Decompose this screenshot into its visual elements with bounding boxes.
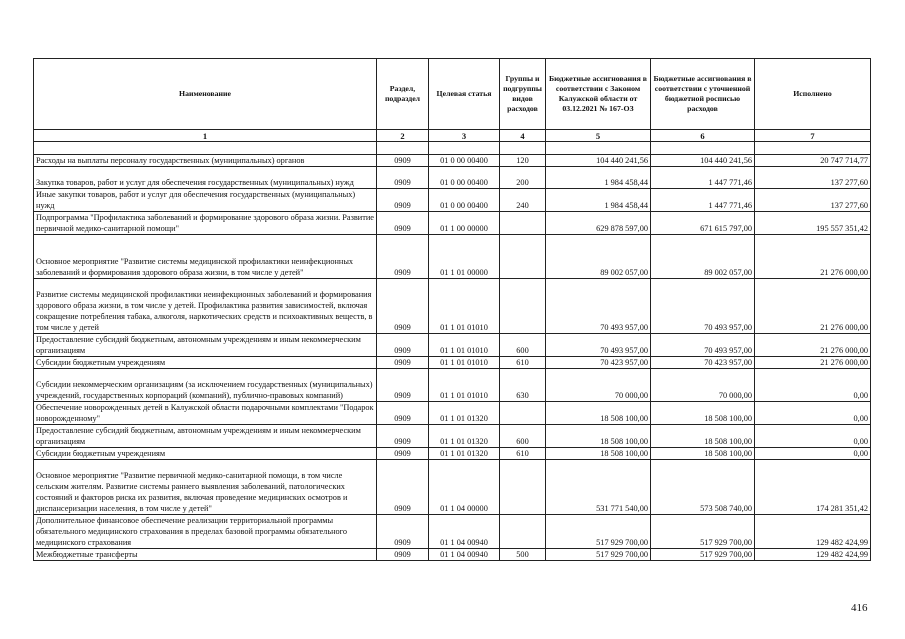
column-number: 1 [34,130,377,142]
row-name: Расходы на выплаты персоналу государственных (муниципальных) органов [34,155,377,167]
budget-table [33,58,871,561]
row-refined-allocation: 104 440 241,56 [651,155,755,167]
row-refined-allocation: 517 929 700,00 [651,515,755,549]
row-group [500,515,546,549]
row-name: Обеспечение новорожденных детей в Калужской области подарочными комплектами "Подарок новорожденному" [34,402,377,425]
row-executed: 20 747 714,77 [755,155,871,167]
row-executed: 0,00 [755,425,871,448]
row-article: 01 1 01 00000 [429,235,500,279]
row-name: Развитие системы медицинской профилактики неинфекционных заболеваний и формирования здорового образа жизни, в том числе у детей. Профилактика развития зависимостей, включая сокращение потребления табака, алкоголя, наркотических средств и психоактивных веществ, в том числе у детей [34,279,377,334]
row-law-allocation: 70 493 957,00 [546,279,651,334]
row-article: 01 0 00 00400 [429,155,500,167]
column-number: 3 [429,130,500,142]
row-article: 01 1 01 01320 [429,402,500,425]
row-article: 01 0 00 00400 [429,189,500,212]
row-refined-allocation: 517 929 700,00 [651,549,755,561]
row-section: 0909 [377,279,429,334]
row-group: 600 [500,425,546,448]
row-refined-allocation: 573 508 740,00 [651,460,755,515]
column-number-row [34,130,871,142]
row-group: 610 [500,357,546,369]
column-number: 7 [755,130,871,142]
row-law-allocation: 18 508 100,00 [546,402,651,425]
row-executed: 129 482 424,99 [755,549,871,561]
table-row [34,425,871,448]
row-article: 01 1 00 00000 [429,212,500,235]
row-name: Субсидии бюджетным учреждениям [34,357,377,369]
table-row [34,369,871,402]
row-name: Иные закупки товаров, работ и услуг для обеспечения государственных (муниципальных) нужд [34,189,377,212]
row-group [500,460,546,515]
row-executed: 137 277,60 [755,189,871,212]
table-row [34,279,871,334]
row-law-allocation: 70 493 957,00 [546,334,651,357]
row-executed: 21 276 000,00 [755,279,871,334]
table-row [34,167,871,189]
row-law-allocation: 89 002 057,00 [546,235,651,279]
row-executed: 174 281 351,42 [755,460,871,515]
row-law-allocation: 1 984 458,44 [546,167,651,189]
row-executed: 21 276 000,00 [755,334,871,357]
row-article: 01 1 01 01010 [429,334,500,357]
table-row [34,402,871,425]
row-article: 01 1 01 01320 [429,448,500,460]
row-name: Основное мероприятие "Развитие системы медицинской профилактики неинфекционных заболеваний и формирования здорового образа жизни, в том числе у детей" [34,235,377,279]
row-law-allocation: 18 508 100,00 [546,448,651,460]
row-group: 630 [500,369,546,402]
row-article: 01 0 00 00400 [429,167,500,189]
row-refined-allocation: 70 423 957,00 [651,357,755,369]
row-group [500,212,546,235]
row-name: Закупка товаров, работ и услуг для обеспечения государственных (муниципальных) нужд [34,167,377,189]
table-row [34,515,871,549]
table-row [34,460,871,515]
row-name: Предоставление субсидий бюджетным, автономным учреждениям и иным некоммерческим организациям [34,334,377,357]
row-section: 0909 [377,189,429,212]
row-refined-allocation: 18 508 100,00 [651,402,755,425]
header-row [34,59,871,130]
row-group: 500 [500,549,546,561]
row-name: Подпрограмма "Профилактика заболеваний и формирование здорового образа жизни. Развитие первичной медико-санитарной помощи" [34,212,377,235]
header-name: Наименование [34,59,377,130]
row-law-allocation: 517 929 700,00 [546,549,651,561]
row-executed: 195 557 351,42 [755,212,871,235]
row-section: 0909 [377,369,429,402]
row-group: 200 [500,167,546,189]
row-law-allocation: 1 984 458,44 [546,189,651,212]
row-group [500,402,546,425]
row-group: 120 [500,155,546,167]
row-law-allocation: 531 771 540,00 [546,460,651,515]
row-section: 0909 [377,402,429,425]
row-law-allocation: 70 000,00 [546,369,651,402]
row-law-allocation: 629 878 597,00 [546,212,651,235]
row-article: 01 1 01 01010 [429,357,500,369]
row-executed: 129 482 424,99 [755,515,871,549]
row-group: 240 [500,189,546,212]
column-number: 6 [651,130,755,142]
row-executed: 0,00 [755,369,871,402]
table-row [34,334,871,357]
header-executed: Исполнено [755,59,871,130]
row-law-allocation: 18 508 100,00 [546,425,651,448]
page-number: 416 [851,602,868,614]
row-executed: 0,00 [755,402,871,425]
row-executed: 21 276 000,00 [755,235,871,279]
header-section: Раздел, подраздел [377,59,429,130]
row-article: 01 1 01 01010 [429,369,500,402]
row-article: 01 1 01 01320 [429,425,500,448]
row-law-allocation: 104 440 241,56 [546,155,651,167]
row-refined-allocation: 18 508 100,00 [651,425,755,448]
row-law-allocation: 517 929 700,00 [546,515,651,549]
row-section: 0909 [377,425,429,448]
row-executed: 21 276 000,00 [755,357,871,369]
row-name: Межбюджетные трансферты [34,549,377,561]
row-group: 610 [500,448,546,460]
row-name: Дополнительное финансовое обеспечение реализации территориальной программы обязательного медицинского страхования в пределах базовой программы обязательного медицинского страхования [34,515,377,549]
header-refined-allocation: Бюджетные ассигнования в соответствии с уточненной бюджетной росписью расходов [651,59,755,130]
row-section: 0909 [377,549,429,561]
row-name: Предоставление субсидий бюджетным, автономным учреждениям и иным некоммерческим организациям [34,425,377,448]
row-law-allocation: 70 423 957,00 [546,357,651,369]
spacer-row [34,142,871,155]
header-article: Целевая статья [429,59,500,130]
row-section: 0909 [377,155,429,167]
table-row [34,189,871,212]
row-section: 0909 [377,334,429,357]
row-name: Основное мероприятие "Развитие первичной медико-санитарной помощи, в том числе сельским жителям. Развитие системы раннего выявления заболеваний, патологических состояний и факторов риска их развития, включая проведение медицинских осмотров и диспансеризации населения, в том числе у детей" [34,460,377,515]
row-refined-allocation: 89 002 057,00 [651,235,755,279]
row-refined-allocation: 671 615 797,00 [651,212,755,235]
table-row [34,212,871,235]
row-refined-allocation: 18 508 100,00 [651,448,755,460]
row-article: 01 1 04 00940 [429,515,500,549]
row-refined-allocation: 70 000,00 [651,369,755,402]
row-section: 0909 [377,357,429,369]
column-number: 2 [377,130,429,142]
row-executed: 0,00 [755,448,871,460]
row-section: 0909 [377,235,429,279]
column-number: 4 [500,130,546,142]
table-row [34,357,871,369]
header-group: Группы и подгруппы видов расходов [500,59,546,130]
row-executed: 137 277,60 [755,167,871,189]
column-number: 5 [546,130,651,142]
row-group [500,279,546,334]
table-row [34,448,871,460]
row-refined-allocation: 1 447 771,46 [651,189,755,212]
row-section: 0909 [377,460,429,515]
row-section: 0909 [377,212,429,235]
table-row [34,155,871,167]
row-name: Субсидии некоммерческим организациям (за исключением государственных (муниципальных) учреждений, государственных корпораций (компаний), публично-правовых компаний) [34,369,377,402]
row-group [500,235,546,279]
table-row [34,235,871,279]
row-article: 01 1 01 01010 [429,279,500,334]
row-section: 0909 [377,167,429,189]
row-section: 0909 [377,515,429,549]
row-refined-allocation: 70 493 957,00 [651,334,755,357]
row-refined-allocation: 1 447 771,46 [651,167,755,189]
row-refined-allocation: 70 493 957,00 [651,279,755,334]
header-law-allocation: Бюджетные ассигнования в соответствии с Законом Калужской области от 03.12.2021 № 167-ОЗ [546,59,651,130]
row-section: 0909 [377,448,429,460]
row-group: 600 [500,334,546,357]
row-name: Субсидии бюджетным учреждениям [34,448,377,460]
row-article: 01 1 04 00940 [429,549,500,561]
row-article: 01 1 04 00000 [429,460,500,515]
table-row [34,549,871,561]
